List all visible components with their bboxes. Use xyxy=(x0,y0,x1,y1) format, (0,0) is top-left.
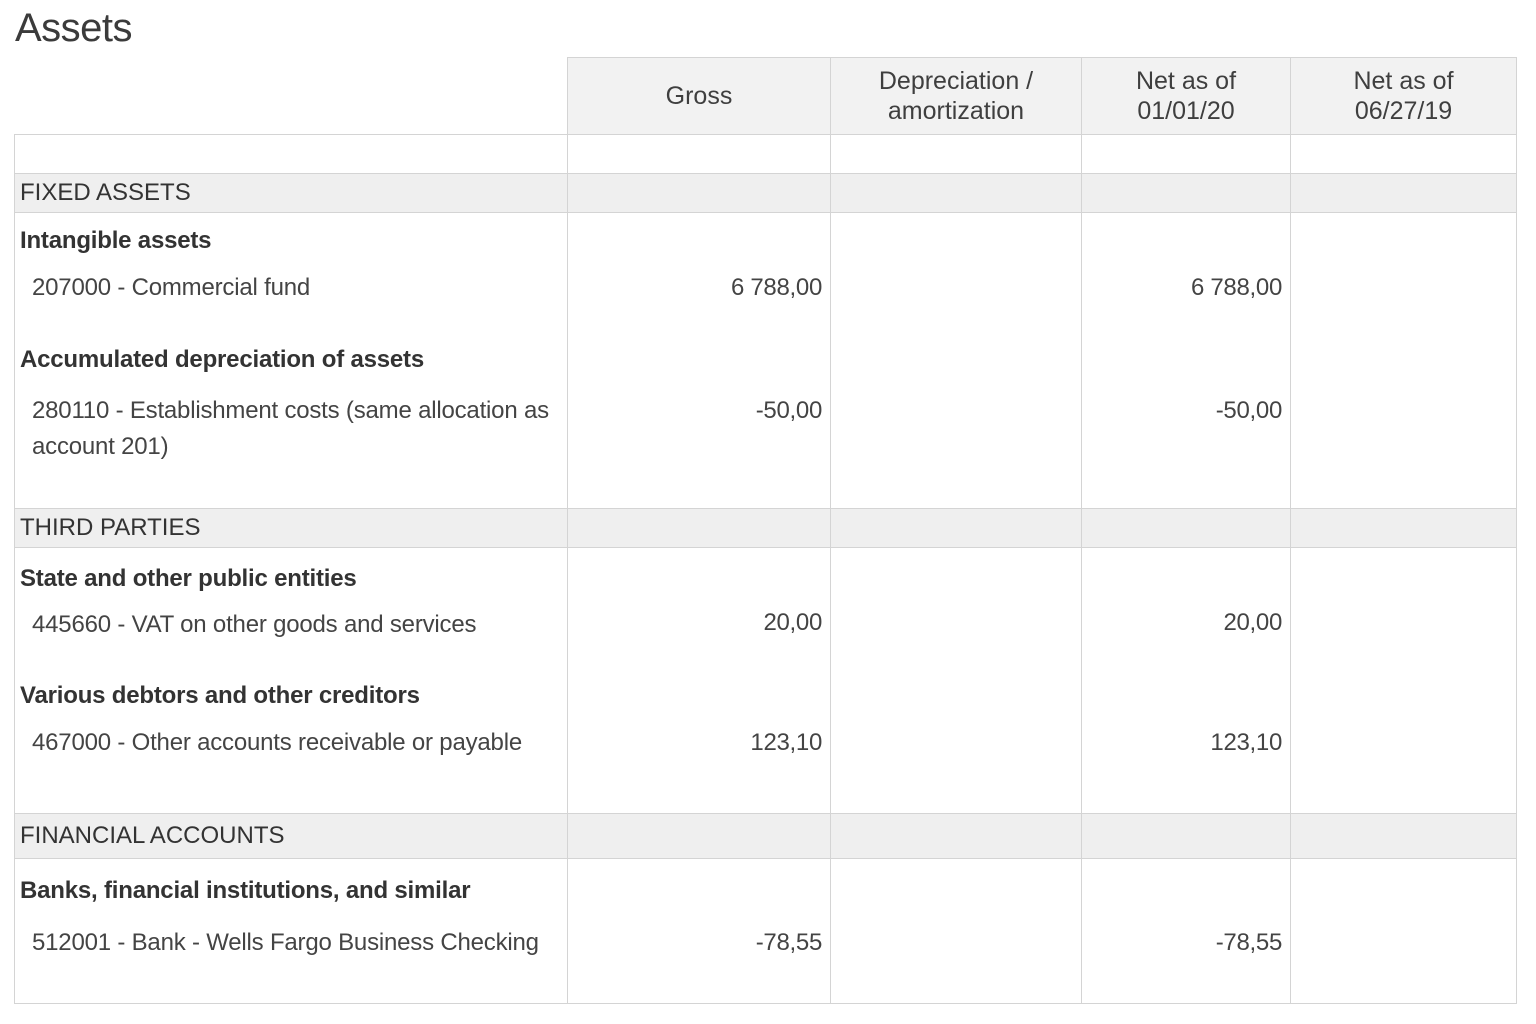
column-header-depreciation-line2: amortization xyxy=(887,97,1025,125)
group-label: Banks, financial institutions, and similar xyxy=(20,877,471,904)
account-name: 467000 - Other accounts receivable or payable xyxy=(32,729,522,756)
section-title: THIRD PARTIES xyxy=(15,509,568,548)
amount-net-current: -50,00 xyxy=(1215,397,1282,424)
account-name-continued: account 201) xyxy=(32,433,169,460)
column-header-gross-label: Gross xyxy=(665,82,733,110)
amount-gross: -50,00 xyxy=(755,397,822,424)
column-header-net-prior-line2: 06/27/19 xyxy=(1354,97,1453,125)
section-header-third-parties xyxy=(15,509,1517,548)
page-title: Assets xyxy=(15,6,133,50)
column-header-depreciation xyxy=(831,58,1082,135)
account-name: 445660 - VAT on other goods and services xyxy=(32,611,477,638)
column-header-gross xyxy=(568,58,831,135)
amount-net-current: 20,00 xyxy=(1223,609,1282,636)
column-header-net-current xyxy=(1082,58,1291,135)
group-label: Various debtors and other creditors xyxy=(20,682,420,709)
section-body-third-parties xyxy=(15,548,1517,814)
column-header-net-current-line2: 01/01/20 xyxy=(1137,97,1235,125)
account-name: 207000 - Commercial fund xyxy=(32,274,311,301)
account-name: 512001 - Bank - Wells Fargo Business Checking xyxy=(32,929,539,956)
column-header-net-prior xyxy=(1291,58,1517,135)
amount-net-current: -78,55 xyxy=(1215,929,1282,956)
header-corner xyxy=(15,58,568,135)
column-header-net-current-line1: Net as of xyxy=(1135,67,1237,95)
assets-table xyxy=(14,57,1517,1004)
spacer-row xyxy=(15,135,1517,174)
amount-gross: 123,10 xyxy=(750,729,822,756)
group-label: State and other public entities xyxy=(20,565,357,592)
section-body-financial-accounts xyxy=(15,859,1517,1004)
column-header-depreciation-line1: Depreciation / xyxy=(878,67,1034,95)
section-title: FINANCIAL ACCOUNTS xyxy=(15,814,568,859)
group-label: Accumulated depreciation of assets xyxy=(20,346,424,373)
account-name: 280110 - Establishment costs (same allocation as xyxy=(32,397,549,424)
amount-net-current: 6 788,00 xyxy=(1190,274,1282,301)
section-body-fixed-assets xyxy=(15,213,1517,509)
section-title: FIXED ASSETS xyxy=(15,174,568,213)
amount-gross: 6 788,00 xyxy=(730,274,822,301)
column-header-net-prior-line1: Net as of xyxy=(1353,67,1454,95)
amount-net-current: 123,10 xyxy=(1210,729,1282,756)
amount-gross: -78,55 xyxy=(755,929,822,956)
amount-gross: 20,00 xyxy=(763,609,822,636)
group-label: Intangible assets xyxy=(20,227,212,254)
section-header-financial-accounts xyxy=(15,814,1517,859)
section-header-fixed-assets xyxy=(15,174,1517,213)
table-header-row xyxy=(15,58,1517,135)
